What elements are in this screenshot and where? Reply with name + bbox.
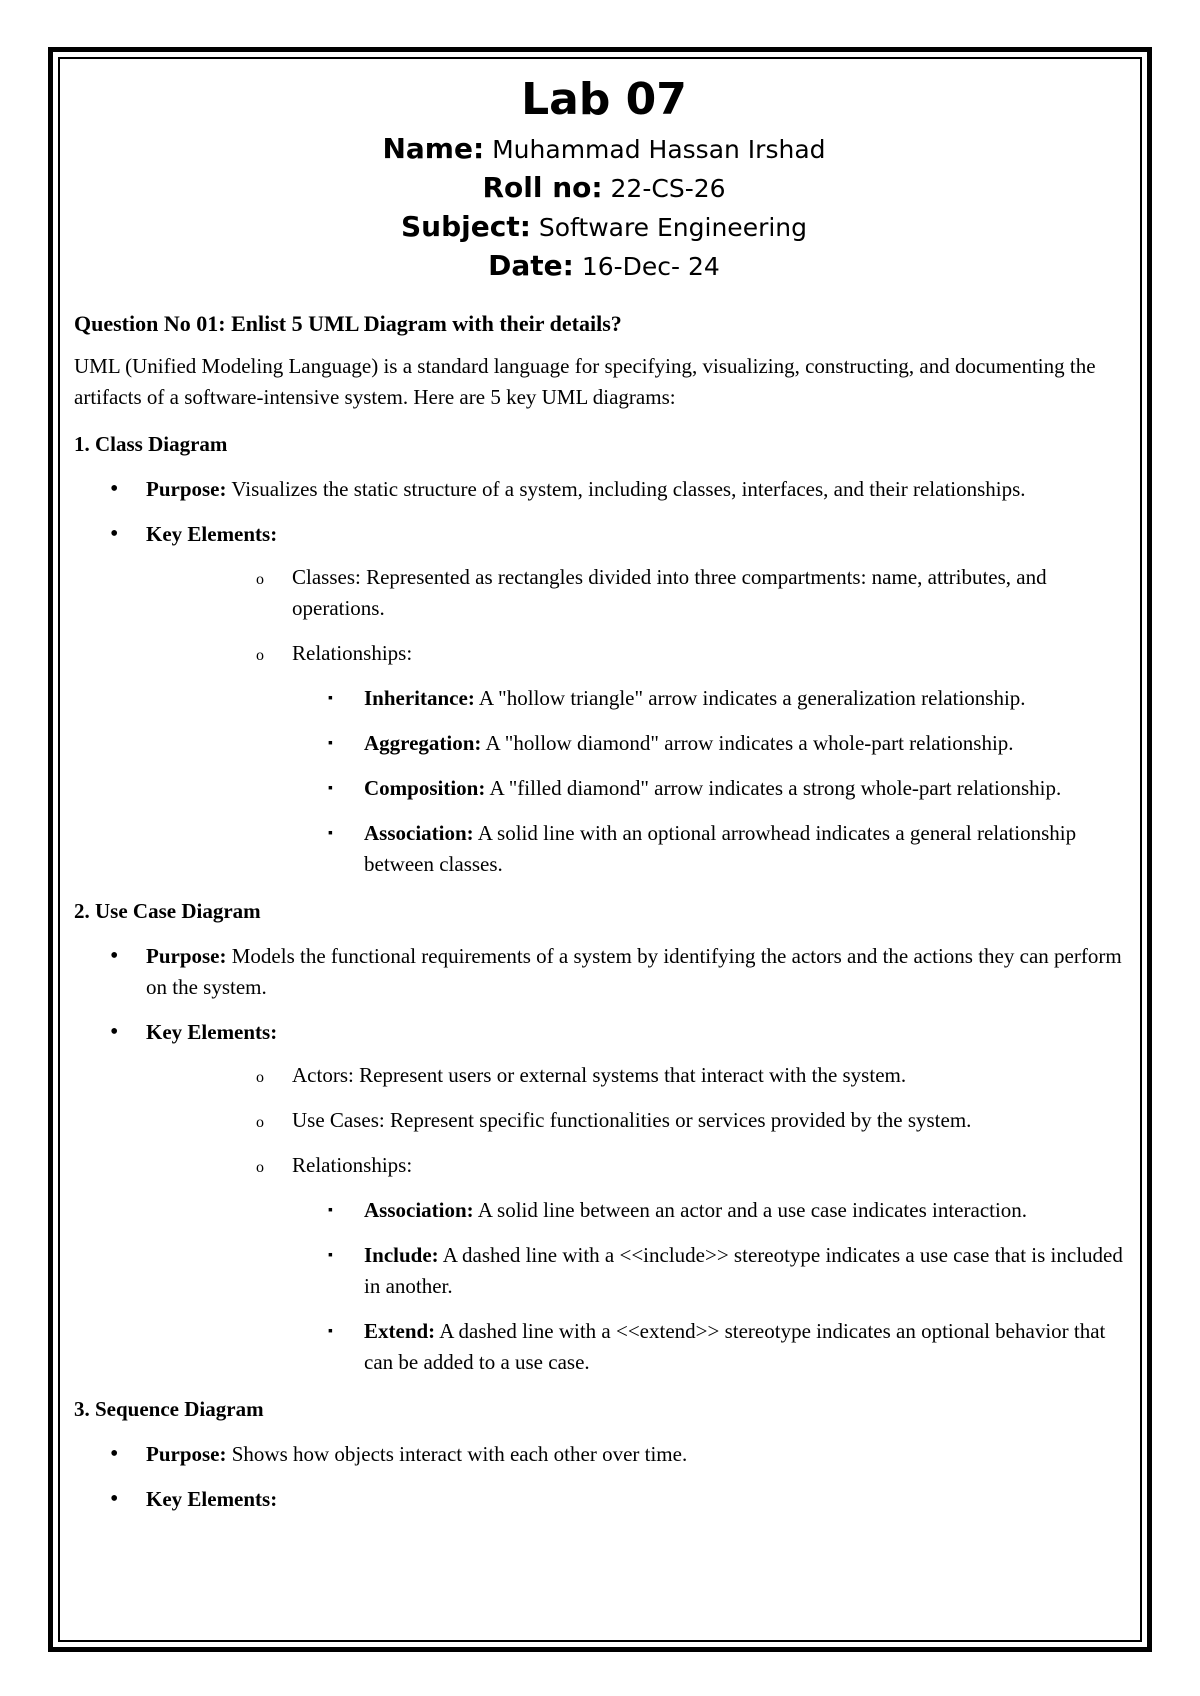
list-item (146, 1316, 1134, 1378)
purpose-text: Visualizes the static structure of a system, including classes, interfaces, and their relationships. (231, 477, 1026, 501)
intro-paragraph: UML (Unified Modeling Language) is a standard language for specifying, visualizing, constructing, and documenting the artifacts of a software-intensive system. Here are 5 key UML diagrams: (74, 354, 1096, 409)
question-label: Question No 01: (74, 311, 226, 336)
page-title: Lab 07 (521, 74, 687, 125)
roll-value: 22-CS-26 (610, 174, 726, 203)
class-elements (146, 562, 1134, 669)
rel-label: Association: (364, 821, 474, 845)
section-heading-usecase: 2. Use Case Diagram (74, 899, 261, 923)
question-text: Enlist 5 UML Diagram with their details? (231, 311, 622, 336)
purpose-text: Shows how objects interact with each other over time. (231, 1442, 688, 1466)
purpose-label: Purpose: (146, 944, 227, 968)
rel-label: Composition: (364, 776, 486, 800)
relationships-label: Relationships: (292, 641, 413, 665)
purpose-label: Purpose: (146, 1442, 227, 1466)
list-item (146, 773, 1134, 804)
rel-text: A solid line with an optional arrowhead indicates a general relationship between classes. (364, 821, 1077, 876)
rel-label: Extend: (364, 1319, 436, 1343)
list-item (74, 474, 1134, 505)
rel-label: Inheritance: (364, 686, 475, 710)
header-block (74, 70, 1134, 286)
name-value: Muhammad Hassan Irshad (492, 135, 826, 164)
roll-line (74, 169, 1134, 208)
usecase-bullets (74, 941, 1134, 1378)
rel-text: A "hollow triangle" arrow indicates a generalization relationship. (478, 686, 1026, 710)
name-label: Name: (382, 132, 485, 165)
list-item (146, 1195, 1134, 1226)
subject-line (74, 208, 1134, 247)
rel-text: A dashed line with a <<include>> stereotype indicates a use case that is included in another. (364, 1243, 1123, 1298)
list-item: o Use Cases: Represent specific functionalities or services provided by the system. (146, 1105, 1134, 1136)
list-item (74, 1439, 1134, 1470)
date-label: Date: (488, 249, 574, 282)
list-item (74, 1484, 1134, 1515)
purpose-label: Purpose: (146, 477, 227, 501)
usecase-relationships (146, 1195, 1134, 1378)
list-item: o Actors: Represent users or external systems that interact with the system. (146, 1060, 1134, 1091)
rel-label: Aggregation: (364, 731, 482, 755)
subject-label: Subject: (400, 210, 531, 243)
rel-text: A solid line between an actor and a use case indicates interaction. (477, 1198, 1028, 1222)
relationships-label: Relationships: (292, 1153, 413, 1177)
section-heading-sequence: 3. Sequence Diagram (74, 1397, 264, 1421)
list-item: o Classes: Represented as rectangles divided into three compartments: name, attributes, and operations. (146, 562, 1134, 624)
list-item (146, 638, 1134, 669)
name-line (74, 130, 1134, 169)
list-item (74, 1017, 1134, 1378)
section-heading-class: 1. Class Diagram (74, 432, 228, 456)
subject-value: Software Engineering (538, 213, 808, 242)
list-item (146, 1240, 1134, 1302)
list-item (74, 519, 1134, 880)
sequence-bullets (74, 1439, 1134, 1515)
usecase-elements (146, 1060, 1134, 1181)
list-item (146, 728, 1134, 759)
purpose-text: Models the functional requirements of a system by identifying the actors and the actions they can perform on the system. (146, 944, 1122, 999)
key-elements-label: Key Elements: (146, 522, 278, 546)
question-heading (74, 308, 1134, 339)
rel-text: A dashed line with a <<extend>> stereotype indicates an optional behavior that can be added to a use case. (364, 1319, 1106, 1374)
rel-text: A "hollow diamond" arrow indicates a whole-part relationship. (485, 731, 1014, 755)
document-content (74, 70, 1134, 1529)
rel-label: Include: (364, 1243, 439, 1267)
rel-label: Association: (364, 1198, 474, 1222)
key-elements-label: Key Elements: (146, 1020, 278, 1044)
list-item (146, 1150, 1134, 1181)
key-elements-label: Key Elements: (146, 1487, 278, 1511)
roll-label: Roll no: (482, 171, 603, 204)
list-item (74, 941, 1134, 1003)
class-bullets (74, 474, 1134, 880)
date-value: 16-Dec- 24 (581, 252, 720, 281)
list-item (146, 683, 1134, 714)
rel-text: A "filled diamond" arrow indicates a strong whole-part relationship. (489, 776, 1062, 800)
class-relationships (146, 683, 1134, 880)
date-line (74, 247, 1134, 286)
list-item (146, 818, 1134, 880)
